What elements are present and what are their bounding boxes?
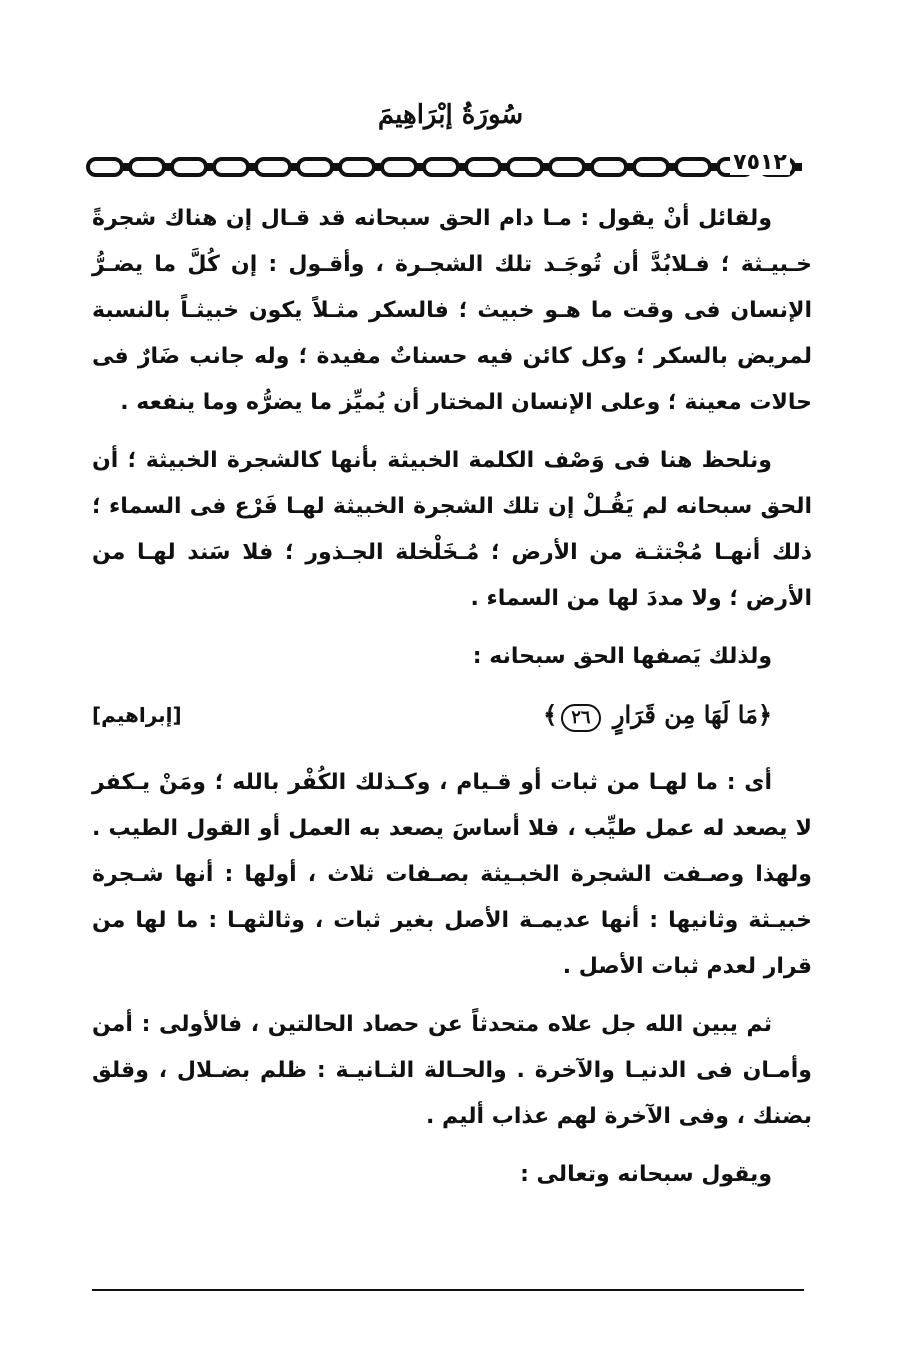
chain-link [256, 159, 290, 175]
verse-text: مَا لَهَا مِن قَرَارٍ [612, 700, 758, 729]
chain-link [298, 159, 332, 175]
paragraph-1: ولقائل أنْ يقول : مـا دام الحق سبحانه قد قـال إن هناك شجرةً خـبيـثة ؛ فـلابُدَّ أن تُوجَـد تلك الشجـرة ، وأقـول : إن كُلَّ ما يضـرُّ الإنسان فى وقت ما هـو خبيث ؛ فالسكر مثـلاً يكون خبيثـاً بالنسبة لمريض بالسكر ؛ وكل كائن فيه حسناتٌ مفيدة ؛ وله جانب ضَارٌ فى حالات معينة ؛ وعلى الإنسان المختار أن يُميِّز ما يضرُّه وما ينفعه . [92, 206, 812, 415]
chain-link [382, 159, 416, 175]
verse-open-bracket: ﴿ [757, 700, 772, 729]
quran-verse-line [92, 692, 812, 748]
chain-dot [376, 165, 380, 169]
chain-dot [460, 165, 464, 169]
chain-link [508, 159, 542, 175]
chain-dot [712, 165, 716, 169]
chain-ornament-divider [86, 154, 824, 180]
chain-link [130, 159, 164, 175]
page-number: ٧٥١٢ [730, 150, 790, 175]
page-body [92, 196, 812, 1210]
paragraph-4: أى : ما لهـا من ثبات أو قـيام ، وكـذلك الكُفْر بالله ؛ ومَنْ يـكفر لا يصعد له عمل طيِّب ، فلا أساسَ يصعد به العمل أو القول الطيب . ولهذا وصـفت الشجرة الخبـيثة بصـفات ثلاث ، أولها : أنها شـجرة خبيـثة وثانيها : أنها عديمـة الأصل بغير ثبات ، وثالثهـا : ما لها من قرار لعدم ثبات الأصل . [92, 770, 812, 979]
footer-rule [92, 1289, 804, 1291]
chain-link [424, 159, 458, 175]
paragraph-6: ويقول سبحانه وتعالى : [520, 1162, 772, 1187]
paragraph-3: ولذلك يَصفها الحق سبحانه : [472, 644, 772, 669]
chain-dot [670, 165, 674, 169]
chain-link [634, 159, 668, 175]
chain-link [550, 159, 584, 175]
chain-dot [250, 165, 254, 169]
surah-title: سُورَةُ إبْرَاهِيمَ [377, 100, 524, 130]
surah-reference: [إبراهيم] [92, 703, 182, 727]
chain-dot [796, 165, 800, 169]
chain-dot [418, 165, 422, 169]
chain-dot [292, 165, 296, 169]
chain-link [676, 159, 710, 175]
chain-link [592, 159, 626, 175]
chain-dot [124, 165, 128, 169]
verse-close-bracket: ﴾ [543, 700, 558, 729]
chain-link [466, 159, 500, 175]
chain-link [340, 159, 374, 175]
quran-verse [543, 692, 772, 738]
chain-dot [544, 165, 548, 169]
paragraph-5: ثم يبين الله جل علاه متحدثاً عن حصاد الحالتين ، فالأولى : أمن وأمـان فى الدنيـا والآخرة . والحـالة الثـانيـة : ظلم بضـلال ، وقلق بضنك ، وفى الآخرة لهم عذاب أليم . [92, 1012, 812, 1129]
chain-dot [334, 165, 338, 169]
verse-number: ٢٦ [561, 704, 600, 732]
chain-dot [502, 165, 506, 169]
paragraph-2: ونلحظ هنا فى وَصْف الكلمة الخبيثة بأنها كالشجرة الخبيثة ؛ أن الحق سبحانه لم يَقُـلْ إن تلك الشجرة الخبيثة لهـا فَرْع فى السماء ؛ ذلك أنهـا مُجْتثـة من الأرض ؛ مُـخَلْخلة الجـذور ؛ فلا سَند لهـا من الأرض ؛ ولا مددَ لها من السماء . [92, 448, 812, 611]
chain-dot [208, 165, 212, 169]
chain-dot [166, 165, 170, 169]
chain-link [88, 159, 122, 175]
chain-link [214, 159, 248, 175]
chain-link [172, 159, 206, 175]
chain-dot [628, 165, 632, 169]
chain-dot [586, 165, 590, 169]
